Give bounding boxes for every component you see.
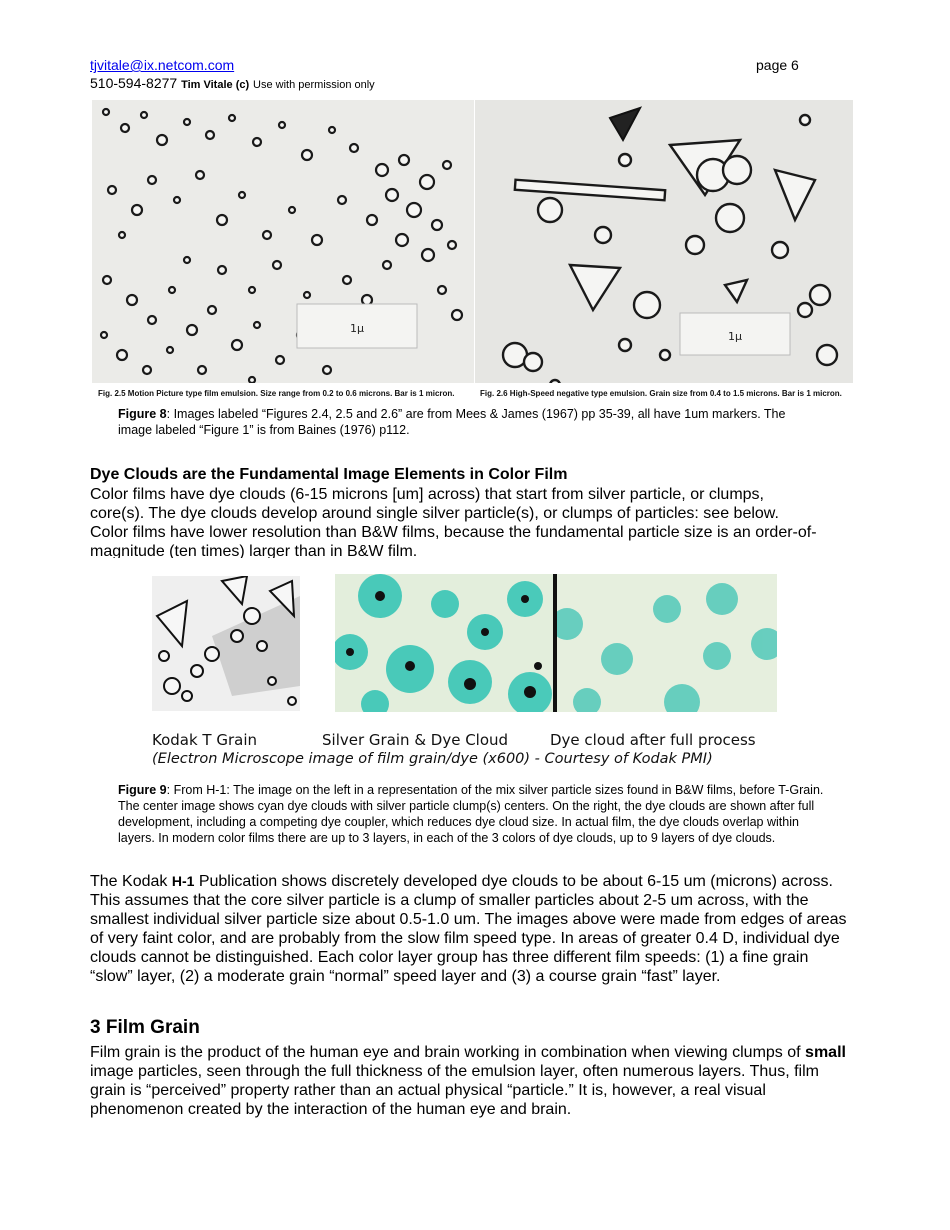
figure-9-text: : From H-1: The image on the left in a representation of the mix silver particle sizes found in B&W films, before T-Grain. The center image shows cyan dye clouds with silver particle clump(s) centers. On the right, the dye clouds are shown after full development, including a competing dye coupler, which reduces dye cloud size. In actual film, the dye clouds overlap within layers. In modern color films there are up to 3 layers, in each of the 3 colors of dye clouds, up to 9 layers of dye clouds. <box>118 783 824 845</box>
figure-9-caption <box>118 782 828 846</box>
page-number: page 6 <box>756 57 799 73</box>
section-3-heading: 3 Film Grain <box>90 1017 200 1038</box>
permission-note: Use with permission only <box>253 79 375 91</box>
kodak-t-grain-image <box>152 576 300 711</box>
t-grain-micrograph <box>152 576 300 711</box>
micrograph-high-speed-emulsion <box>475 100 853 403</box>
film-grain-text-2: image particles, seen through the full thickness of the emulsion layer, often numerous layers. Thus, film grain is “perceived” property rather than an actual physical “particle.” It is, however, a real visual phenomenon created by the interaction of the human eye and brain. <box>90 1063 819 1118</box>
micrograph-left-image <box>92 100 474 403</box>
header-contact <box>90 75 375 91</box>
film-grain-bold: small <box>805 1044 846 1061</box>
email-link[interactable]: tjvitale@ix.netcom.com <box>90 57 235 73</box>
h1-prefix: The Kodak <box>90 873 172 890</box>
figure-9-label: Figure 9 <box>118 783 167 797</box>
silver-grain-micrograph <box>335 574 553 712</box>
micrograph-right-caption: Fig. 2.6 High-Speed negative type emulsion. Grain size from 0.4 to 1.5 microns. Bar is 1 micron. <box>480 389 842 398</box>
figure-9-credit: (Electron Microscope image of film grain/dye (x600) - Courtesy of Kodak PMI) <box>152 751 713 767</box>
dye-cloud-micrograph <box>557 574 777 712</box>
scale-bar-right: 1µ <box>728 330 742 343</box>
film-grain-text-1: Film grain is the product of the human eye and brain working in combination when viewing clumps of <box>90 1044 806 1061</box>
micrograph-left-caption: Fig. 2.5 Motion Picture type film emulsion. Size range from 0.2 to 0.6 microns. Bar is 1 micron. <box>98 389 455 398</box>
author: Tim Vitale (c) <box>181 79 250 91</box>
figure-8-caption <box>118 406 786 438</box>
h1-text: Publication shows discretely developed dye clouds to be about 6-15 um (microns) across. This assumes that the core silver particle is a clump of smaller particles about 2-5 um across, with the smallest individual silver particle size about 0.5-1.0 um. The images above were made from edges of areas of very faint color, and are probably from the slow film speed type. In areas of greater 0.4 D, individual dye clouds cannot be distinguished. Each color layer group has three different film speeds: (1) a fine grain “slow” layer, (2) a moderate grain “normal” speed layer and (3) a course grain “fast” layer. <box>90 873 847 985</box>
h1-publication: H-1 <box>171 873 195 889</box>
figure-8-label: Figure 8 <box>118 407 167 421</box>
dye-cloud-full-process-image <box>557 574 777 712</box>
dye-clouds-heading: Dye Clouds are the Fundamental Image Elements in Color Film <box>90 466 568 483</box>
figure-8-text: : Images labeled “Figures 2.4, 2.5 and 2.6” are from Mees & James (1967) pp 35-39, all have 1um markers. The image labeled “Figure 1” is from Baines (1976) p112. <box>118 407 786 437</box>
scale-bar-left: 1µ <box>350 322 364 335</box>
film-grain-paragraph <box>90 1043 850 1119</box>
label-dye-cloud-full-process: Dye cloud after full process <box>550 731 756 749</box>
micrograph-right-image <box>475 100 853 403</box>
kodak-h1-paragraph <box>90 872 852 986</box>
dye-clouds-paragraph: Color films have dye clouds (6-15 microns [um] across) that start from silver particle, or clumps, core(s). The dye clouds develop around single silver particle(s), or clumps of particles: see below. Color films have lower resolution than B&W films, because the fundamental particle size is an order-of-magnitude (ten times) larger than in B&W film. <box>90 486 817 558</box>
label-silver-grain-dye-cloud: Silver Grain & Dye Cloud <box>322 731 509 749</box>
phone-number: 510-594-8277 <box>90 75 178 91</box>
label-kodak-t-grain: Kodak T Grain <box>152 731 258 749</box>
micrograph-motion-picture-emulsion <box>92 100 474 403</box>
silver-grain-dye-cloud-image <box>335 574 553 712</box>
